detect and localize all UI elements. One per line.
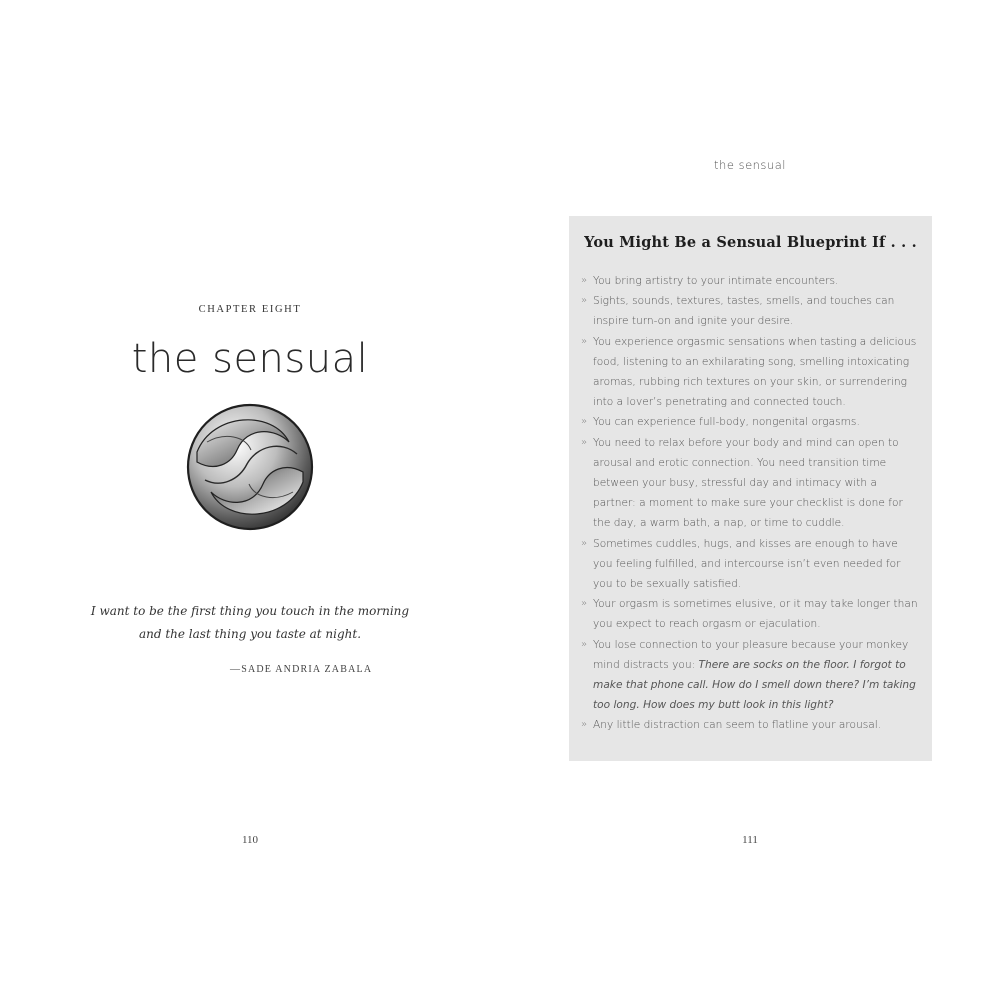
epigraph-attribution: —SADE ANDRIA ZABALA: [230, 664, 373, 675]
bullet-text: You lose connection to your pleasure because your monkey mind distracts you:: [593, 638, 909, 671]
list-item: [581, 715, 920, 735]
page-number-left: 110: [241, 834, 259, 846]
chapter-title: the sensual: [131, 336, 369, 382]
bullet-text: You experience orgasmic sensations when tasting a delicious food, listening to an exhilarating song, smelling intoxicating aromas, rubbing rich textures on your skin, or surrendering into a lover’s penetrating and connected touch.: [593, 335, 917, 409]
bullet-text: Any little distraction can seem to flatline your arousal.: [593, 719, 882, 732]
swirl-sphere-icon: [185, 402, 315, 532]
chapter-label: CHAPTER EIGHT: [198, 304, 302, 315]
blueprint-sidebar: [569, 216, 932, 761]
bullet-marker: »: [581, 436, 588, 448]
bullet-marker: »: [581, 335, 588, 347]
bullet-text: Your orgasm is sometimes elusive, or it may take longer than you expect to reach orgasm or ejaculation.: [593, 598, 918, 631]
list-item: [581, 412, 920, 432]
list-item: [581, 271, 920, 291]
bullet-text: You need to relax before your body and mind can open to arousal and erotic connection. You need transition time between your busy, stressful day and intimacy with a partner: a moment to make sure your checklist is done for the day, a warm bath, a nap, or time to cuddle.: [593, 436, 903, 530]
bullet-marker: »: [581, 416, 588, 428]
bullet-marker: »: [581, 598, 588, 610]
bullet-text: Sometimes cuddles, hugs, and kisses are enough to have you feeling fulfilled, and intercourse isn’t even needed for you to be sexually satisfied.: [593, 537, 901, 591]
bullet-marker: »: [581, 638, 588, 650]
page-number-right: 111: [742, 834, 758, 846]
list-item: [581, 534, 920, 595]
bullet-marker: »: [581, 275, 588, 286]
bullet-text: You bring artistry to your intimate encounters.: [593, 275, 839, 287]
list-item: [581, 635, 920, 716]
right-page: [500, 0, 1000, 1000]
epigraph-line: and the last thing you taste at night.: [138, 627, 362, 641]
bullet-text: You can experience full-body, nongenital orgasms.: [593, 416, 860, 429]
bullet-marker: »: [581, 537, 588, 549]
list-item: [581, 332, 920, 413]
running-head: the sensual: [714, 158, 786, 172]
list-item: [581, 594, 920, 634]
bullet-marker: »: [581, 719, 588, 731]
epigraph-line: I want to be the first thing you touch in the morning: [90, 604, 410, 618]
epigraph: [60, 600, 440, 646]
bullet-marker: »: [581, 295, 588, 307]
bullet-text-italic: There are socks on the floor. I forgot to make that phone call. How do I smell down there? I’m taking too long. How does my butt look in this light?: [593, 658, 916, 712]
list-item: [581, 433, 920, 534]
bullet-text: Sights, sounds, textures, tastes, smells, and touches can inspire turn-on and ignite your desire.: [593, 295, 895, 328]
bullet-list: [581, 271, 920, 736]
list-item: [581, 291, 920, 331]
sidebar-title: You Might Be a Sensual Blueprint If . . .: [584, 234, 917, 251]
